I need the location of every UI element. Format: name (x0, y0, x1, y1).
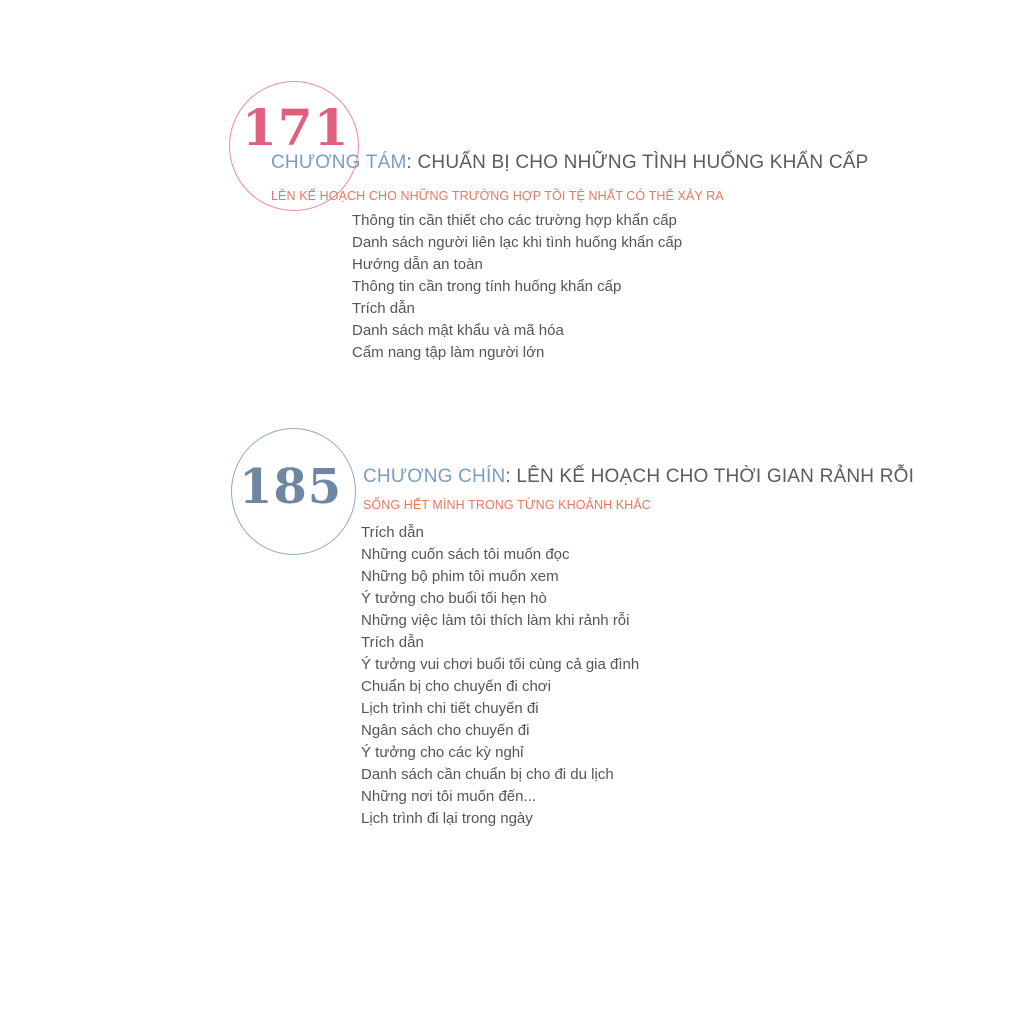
list-item[interactable]: Hướng dẫn an toàn (352, 256, 483, 273)
list-item[interactable]: Chuẩn bị cho chuyến đi chơi (361, 678, 551, 695)
list-item[interactable]: Cẩm nang tập làm người lớn (352, 344, 545, 361)
list-item[interactable]: Ý tưởng cho buổi tối hẹn hò (361, 590, 547, 607)
chapter-subtitle: LÊN KẾ HOẠCH CHO NHỮNG TRƯỜNG HỢP TỒI TỆ NHẤT CÓ THỂ XẢY RA (271, 189, 724, 203)
chapter-label: CHƯƠNG CHÍN (363, 466, 506, 487)
list-item[interactable]: Danh sách người liên lạc khi tình huống khẩn cấp (352, 234, 683, 251)
list-item[interactable]: Trích dẫn (352, 300, 415, 317)
section-list (361, 522, 639, 830)
list-item[interactable]: Thông tin cần thiết cho các trường hợp khẩn cấp (352, 212, 677, 229)
list-item[interactable]: Ý tưởng vui chơi buổi tối cùng cả gia đình (361, 656, 640, 673)
chapter-name: LÊN KẾ HOẠCH CHO THỜI GIAN RẢNH RỖI (516, 466, 915, 487)
page-number: 171 (242, 98, 350, 157)
list-item[interactable]: Ngân sách cho chuyến đi (361, 722, 530, 739)
list-item[interactable]: Những việc làm tôi thích làm khi rảnh rỗi (361, 612, 630, 629)
list-item[interactable]: Thông tin cần trong tính huống khẩn cấp (352, 278, 622, 295)
page-number: 185 (239, 459, 343, 515)
list-item[interactable]: Những bộ phim tôi muốn xem (361, 568, 559, 585)
chapter-separator: : (406, 152, 418, 173)
list-item[interactable]: Lịch trình chi tiết chuyến đi (361, 700, 539, 717)
section-list (352, 210, 682, 364)
list-item[interactable]: Trích dẫn (361, 634, 424, 651)
chapter-subtitle: SỐNG HẾT MÌNH TRONG TỪNG KHOẢNH KHẮC (363, 498, 651, 512)
chapter-separator: : (505, 466, 517, 487)
chapter-title[interactable] (271, 152, 869, 174)
list-item[interactable]: Những nơi tôi muốn đến... (361, 788, 536, 805)
list-item[interactable]: Danh sách cần chuẩn bị cho đi du lịch (361, 766, 614, 783)
list-item[interactable]: Lịch trình đi lại trong ngày (361, 810, 533, 827)
chapter-label: CHƯƠNG TÁM (271, 152, 407, 173)
list-item[interactable]: Danh sách mật khẩu và mã hóa (352, 322, 564, 339)
chapter-title[interactable] (363, 466, 914, 488)
list-item[interactable]: Ý tưởng cho các kỳ nghỉ (361, 744, 524, 761)
list-item[interactable]: Trích dẫn (361, 524, 424, 541)
list-item[interactable]: Những cuốn sách tôi muốn đọc (361, 546, 570, 563)
chapter-name: CHUẨN BỊ CHO NHỮNG TÌNH HUỐNG KHẨN CẤP (417, 152, 869, 173)
